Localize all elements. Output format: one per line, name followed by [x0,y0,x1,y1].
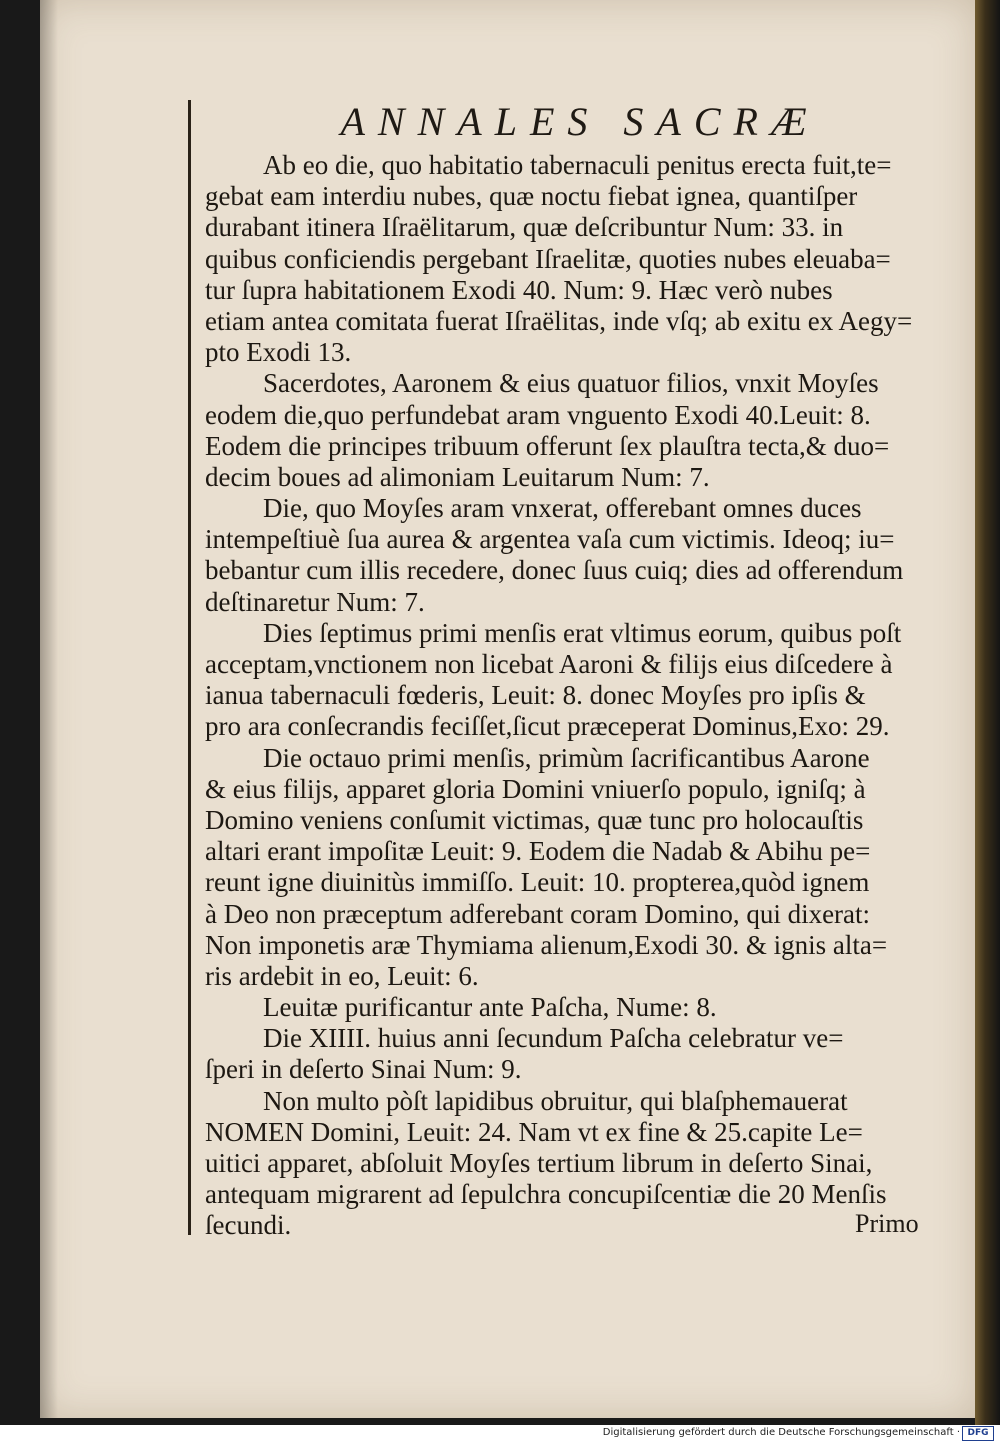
page-edge [975,0,1000,1425]
text-line: Domino veniens conſumit victimas, quæ tunc pro holocauſtis [205,804,864,835]
funding-credit [603,1427,960,1438]
text-line: Eodem die principes tribuum offerunt ſex plauſtra tecta,& duo= [205,430,890,461]
text-line: Die, quo Moyſes aram vnxerat, offerebant omnes duces [263,493,862,524]
margin-rule [188,100,191,1235]
text-line: gebat eam interdiu nubes, quæ noctu fiebat ignea, quantiſper [205,181,858,212]
text-line: ianua tabernaculi fœderis, Leuit: 8. donec Moyſes pro ipſis & [205,680,866,711]
gutter-shadow [40,0,58,1418]
text-line: Die octauo primi menſis, primùm ſacrificantibus Aarone [263,742,870,773]
text-line: reunt igne diuinitùs immiſſo. Leuit: 10. propterea,quòd ignem [205,867,870,898]
text-line: Die XIIII. huius anni ſecundum Paſcha celebratur ve= [263,1023,844,1054]
text-line: altari erant impoſitæ Leuit: 9. Eodem die Nadab & Abihu pe= [205,836,871,867]
text-line: Ab eo die, quo habitatio tabernaculi penitus erecta fuit,te= [263,150,892,180]
text-line: deſtinaretur Num: 7. [205,586,425,617]
text-line: acceptam,vnctionem non licebat Aaroni & filijs eius diſcedere à [205,649,893,679]
text-line: Non imponetis aræ Thymiama alienum,Exodi 30. & ignis alta= [205,929,888,960]
running-head: ANNALES SACRÆ [340,99,820,144]
text-line: eodem die,quo perfundebat aram vnguento Exodi 40.Leuit: 8. [205,399,871,430]
dfg-logo[interactable]: DFG [962,1426,994,1441]
text-line: pto Exodi 13. [205,337,352,368]
text-line: uitici apparet, abſoluit Moyſes tertium librum in deſerto Sinai, [205,1148,873,1178]
text-line: durabant itinera Iſraëlitarum, quæ deſcribuntur Num: 33. in [205,212,844,243]
text-line: bebantur cum illis recedere, donec ſuus cuiq; dies ad offerendum [205,555,904,586]
text-line: & eius filijs, apparet gloria Domini vniuerſo populo, igniſq; à [205,773,866,804]
text-line: quibus conficiendis pergebant Iſraelitæ, quoties nubes eleuaba= [205,243,891,274]
text-line: Dies ſeptimus primi menſis erat vltimus eorum, quibus poſt [263,617,902,648]
funding-credit-separator: · [956,1427,960,1438]
text-line: ſperi in deſerto Sinai Num: 9. [205,1054,522,1085]
text-line: Sacerdotes, Aaronem & eius quatuor filios, vnxit Moyſes [263,368,879,399]
text-line: tur ſupra habitationem Exodi 40. Num: 9. Hæc verò nubes [205,274,833,305]
body-text [205,150,940,1242]
text-line: NOMEN Domini, Leuit: 24. Nam vt ex fine & 25.capite Le= [205,1116,863,1147]
text-line: ſecundi. [205,1210,292,1241]
text-line: Non multo pòſt lapidibus obruitur, qui blaſphemauerat [263,1085,848,1116]
catchword: Primo [855,1209,919,1238]
text-line: intempeſtiuè ſua aurea & argentea vaſa cum victimis. Ideoq; iu= [205,524,895,555]
text-line: ris ardebit in eo, Leuit: 6. [205,960,479,991]
text-line: etiam antea comitata fuerat Iſraëlitas, inde vſq; ab exitu ex Aegy= [205,305,913,336]
funding-credit-text: Digitalisierung gefördert durch die Deutsche Forschungsgemeinschaft [602,1427,954,1438]
text-line: Leuitæ purificantur ante Paſcha, Nume: 8. [263,992,717,1023]
text-line: antequam migrarent ad ſepulchra concupiſcentiæ die 20 Menſis [205,1179,887,1210]
text-line: à Deo non præceptum adferebant coram Domino, qui dixerat: [205,898,871,929]
text-line: pro ara conſecrandis feciſſet,ſicut præceperat Dominus,Exo: 29. [205,711,890,742]
text-line: decim boues ad alimoniam Leuitarum Num: 7. [205,461,710,492]
